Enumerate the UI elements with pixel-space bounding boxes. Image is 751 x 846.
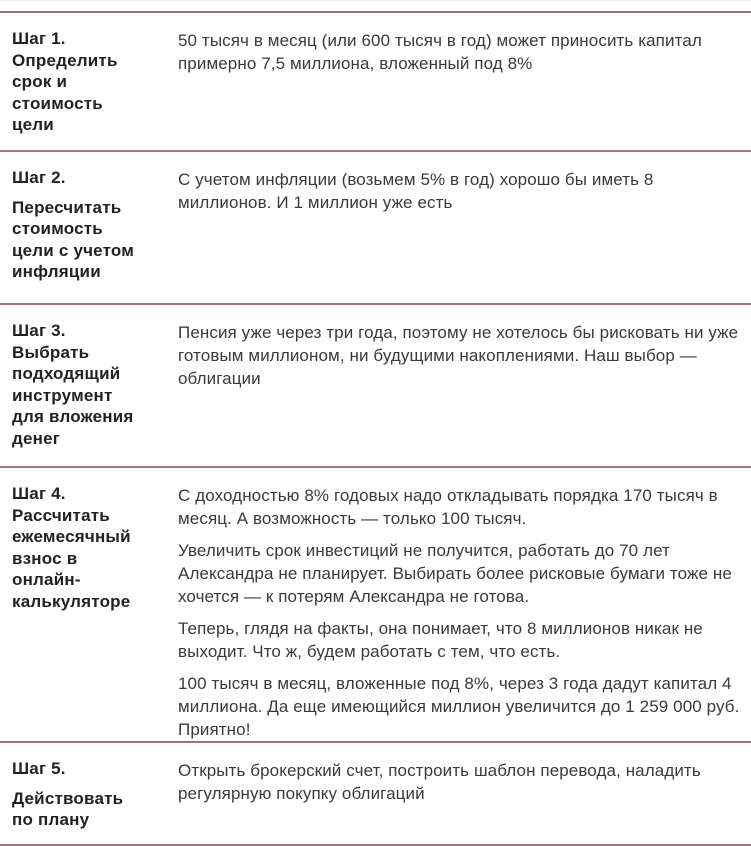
steps-table <box>0 11 751 846</box>
step-label: Определить срок и стоимость цели <box>12 50 118 134</box>
table-row <box>0 741 751 844</box>
step-description-cell <box>178 28 745 150</box>
step-number: Шаг 3. <box>12 321 66 340</box>
step-description-cell <box>178 320 745 466</box>
step-title-cell <box>12 483 148 741</box>
paragraph: Открыть брокерский счет, построить шаблон перевода, наладить регулярную покупку облигаций <box>178 761 701 803</box>
paragraph: С доходностью 8% годовых надо откладывать порядка 170 тысяч в месяц. А возможность — только 100 тысяч. <box>178 486 718 528</box>
step-number: Шаг 5. <box>12 759 66 778</box>
step-title-cell <box>12 758 148 844</box>
table-row <box>0 11 751 150</box>
step-description-cell <box>178 758 745 844</box>
paragraph: С учетом инфляции (возьмем 5% в год) хорошо бы иметь 8 миллионов. И 1 миллион уже есть <box>178 170 654 212</box>
paragraph: 50 тысяч в месяц (или 600 тысяч в год) может приносить капитал примерно 7,5 миллиона, вложенный под 8% <box>178 31 702 73</box>
step-label: Рассчитать ежемесячный взнос в онлайн-калькуляторе <box>12 505 131 611</box>
paragraph: Пенсия уже через три года, поэтому не хотелось бы рисковать ни уже готовым миллионом, ни будущими накоплениями. Наш выбор — облигации <box>178 323 739 388</box>
table-row <box>0 466 751 741</box>
table-row <box>0 303 751 466</box>
top-hairline <box>0 0 751 1</box>
step-label: Пересчитать стоимость цели с учетом инфляции <box>12 197 135 281</box>
paragraph: 100 тысяч в месяц, вложенные под 8%, через 3 года дадут капитал 4 миллиона. Да еще имеющийся миллион увеличится до 1 259 000 руб. Приятно! <box>178 674 740 739</box>
step-title-cell <box>12 320 148 466</box>
step-description-cell <box>178 483 745 741</box>
paragraph: Теперь, глядя на факты, она понимает, что 8 миллионов никак не выходит. Что ж, будем работать с тем, что есть. <box>178 619 703 661</box>
step-number: Шаг 1. <box>12 29 66 48</box>
step-label: Действовать по плану <box>12 788 124 829</box>
step-title-cell <box>12 28 148 150</box>
paragraph: Увеличить срок инвестиций не получится, работать до 70 лет Александра не планирует. Выбирать более рисковые бумаги тоже не хочется — к потерям Александра не готова. <box>178 541 732 606</box>
step-number: Шаг 2. <box>12 168 66 187</box>
table-row <box>0 150 751 303</box>
step-description-cell <box>178 167 745 303</box>
step-number: Шаг 4. <box>12 484 66 503</box>
step-title-cell <box>12 167 148 303</box>
step-label: Выбрать подходящий инструмент для вложения денег <box>12 342 134 448</box>
